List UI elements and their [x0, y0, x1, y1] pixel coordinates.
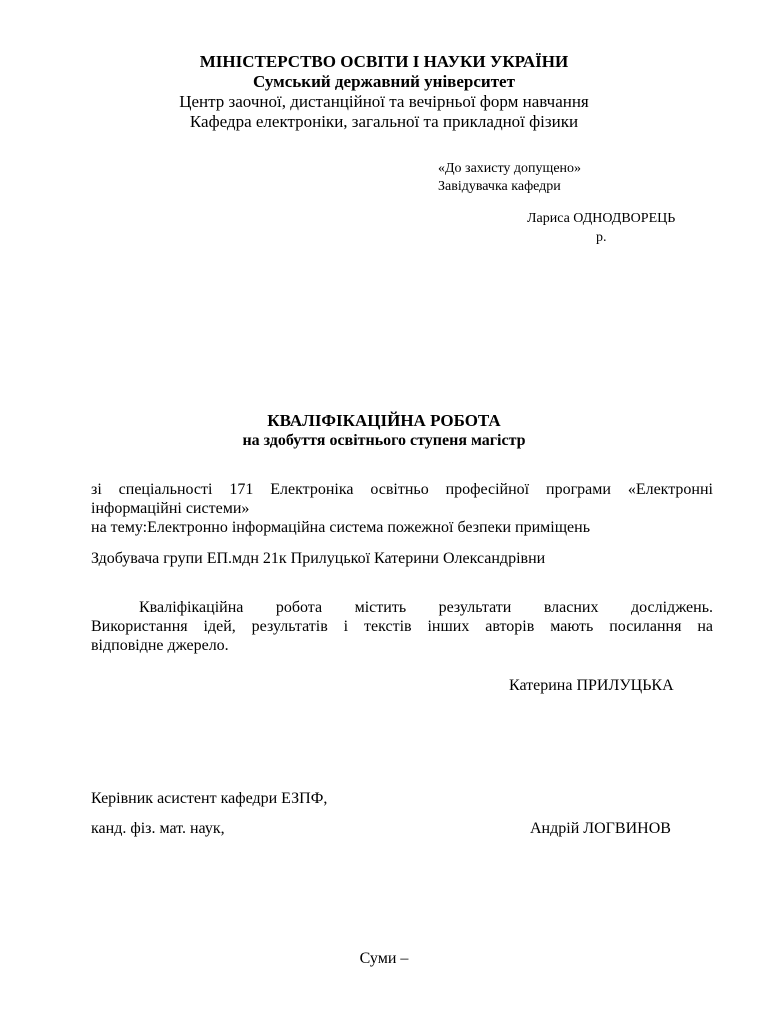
statement-line-3: відповідне джерело.: [91, 637, 229, 654]
document-title: КВАЛІФІКАЦІЙНА РОБОТА: [267, 411, 501, 430]
city-year: Суми –: [359, 950, 409, 967]
approval-year: р.: [596, 230, 607, 245]
supervisor-name: Андрій ЛОГВИНОВ: [530, 820, 671, 837]
speciality-line-2: інформаційні системи»: [91, 500, 250, 517]
approval-line: «До захисту допущено»: [438, 161, 582, 176]
head-of-department-name: Лариса ОДНОДВОРЕЦЬ: [527, 211, 676, 226]
approval-role: Завідувачка кафедри: [438, 179, 561, 194]
department-name: Кафедра електроніки, загальної та прикладної фізики: [189, 112, 579, 131]
student-line: Здобувача групи ЕП.мдн 21к Прилуцької Катерини Олександрівни: [91, 550, 546, 567]
supervisor-position: Керівник асистент кафедри ЕЗПФ,: [91, 790, 328, 807]
topic-line: на тему:Електронно інформаційна система пожежної безпеки приміщень: [91, 519, 591, 536]
supervisor-degree: канд. фіз. мат. наук,: [91, 820, 225, 837]
document-subtitle: на здобуття освітнього ступеня магістр: [242, 432, 526, 449]
statement-line-1: Кваліфікаційна робота містить результати власних досліджень.: [139, 599, 713, 616]
center-name: Центр заочної, дистанційної та вечірньої форм навчання: [179, 92, 589, 111]
statement-line-2: Використання ідей, результатів і текстів інших авторів мають посилання на: [91, 618, 713, 635]
student-signature-name: Катерина ПРИЛУЦЬКА: [509, 677, 674, 694]
university-name: Сумський державний університет: [253, 72, 515, 91]
speciality-line: зі спеціальності 171 Електроніка освітньо професійної програми «Електронні: [91, 481, 713, 498]
ministry-title: МІНІСТЕРСТВО ОСВІТИ І НАУКИ УКРАЇНИ: [199, 52, 569, 71]
